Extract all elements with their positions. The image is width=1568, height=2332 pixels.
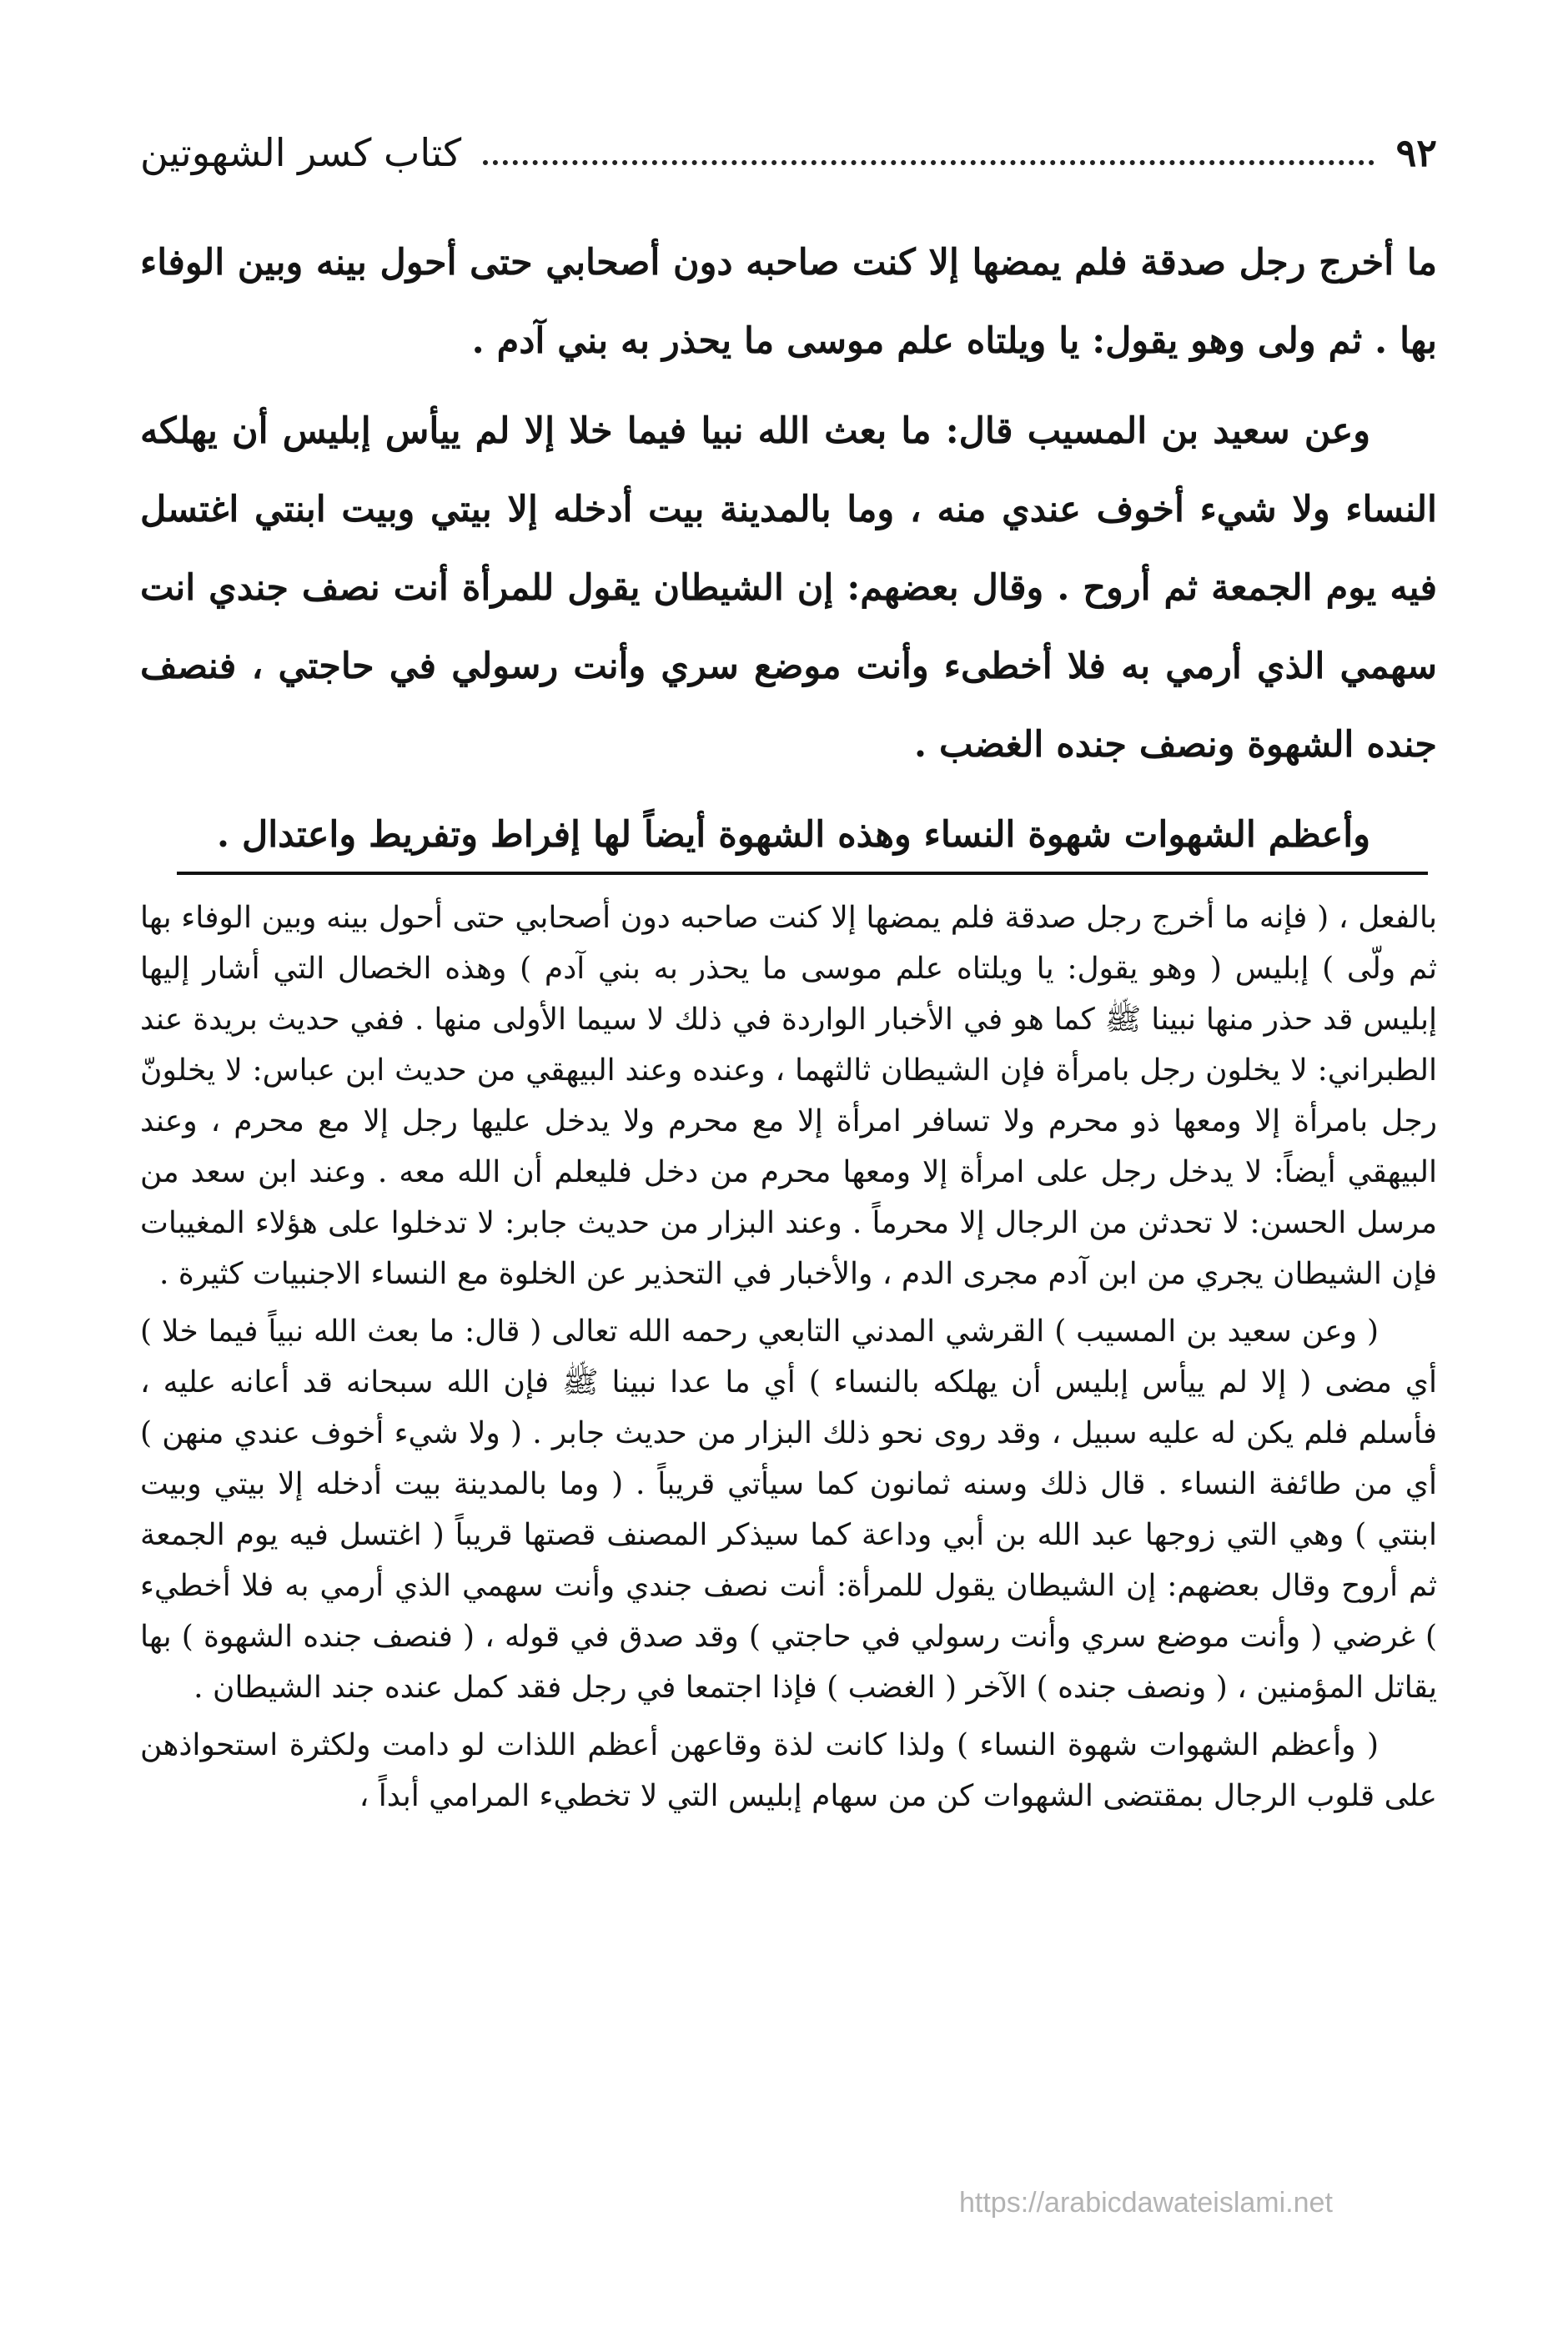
commentary-paragraph: ( وعن سعيد بن المسيب ) القرشي المدني التابعي رحمه الله تعالى ( قال: ما بعث الله نبياً فيما خلا ) أي مضى ( إلا لم ييأس إبليس أن يهلكه بالنساء ) أي ما عدا نبينا ﷺ فإن الله سبحانه قد أعانه عليه ، فأسلم فلم يكن له عليه سبيل ، وقد روى نحو ذلك البزار من حديث جابر . ( ولا شيء أخوف عندي منهن ) أي من طائفة النساء . قال ذلك وسنه ثمانون كما سيأتي قريباً . ( وما بالمدينة بيت أدخله إلا بيتي وبيت ابنتي ) وهي التي زوجها عبد الله بن أبي وداعة كما سيذكر المصنف قصتها قريباً ( اغتسل فيه يوم الجمعة ثم أروح وقال بعضهم: إن الشيطان يقول للمرأة: أنت نصف جندي وأنت سهمي الذي أرمي به فلا أخطيء ) غرضي ( وأنت موضع سري وأنت رسولي في حاجتي ) وقد صدق في قوله ، ( فنصف جنده الشهوة ) بها يقاتل المؤمنين ، ( ونصف جنده ) الآخر ( الغضب ) فإذا اجتمعا في رجل فقد كمل عنده جند الشيطان . — [140, 1314, 1437, 1705]
dotted-leader — [483, 160, 1374, 165]
commentary-text — [140, 892, 1437, 1828]
running-title: كتاب كسر الشهوتين — [140, 130, 462, 175]
main-paragraph: وأعظم الشهوات شهوة النساء وهذه الشهوة أيضاً لها إفراط وتفريط واعتدال . — [217, 814, 1370, 856]
watermark-url: https://arabicdawateislami.net — [959, 2187, 1333, 2219]
separator-line — [177, 872, 1428, 875]
commentary-paragraph: ( وأعظم الشهوات شهوة النساء ) ولذا كانت لذة وقاعهن أعظم اللذات لو دامت ولكثرة استحواذهن على قلوب الرجال بمقتضى الشهوات كن من سهام إبليس التي لا تخطيء المرامي أبداً ، — [140, 1728, 1437, 1813]
main-paragraph: ما أخرج رجل صدقة فلم يمضها إلا كنت صاحبه دون أصحابي حتى أحول بينه وبين الوفاء بها . ثم ولى وهو يقول: يا ويلتاه علم موسى ما يحذر به بني آدم . — [140, 242, 1437, 362]
main-text — [140, 224, 1437, 886]
main-paragraph: وعن سعيد بن المسيب قال: ما بعث الله نبيا فيما خلا إلا لم ييأس إبليس أن يهلكه النساء ولا شيء أخوف عندي منه ، وما بالمدينة بيت أدخله إلا بيتي وبيت ابنتي اغتسل فيه يوم الجمعة ثم أروح . وقال بعضهم: إن الشيطان يقول للمرأة أنت نصف جندي انت سهمي الذي أرمي به فلا أخطىء وأنت موضع سري وأنت رسولي في حاجتي ، فنصف جنده الشهوة ونصف جنده الغضب . — [140, 410, 1437, 766]
page-header — [140, 123, 1437, 182]
commentary-paragraph: بالفعل ، ( فإنه ما أخرج رجل صدقة فلم يمضها إلا كنت صاحبه دون أصحابي حتى أحول بينه وبين الوفاء بها ثم ولّى ) إبليس ( وهو يقول: يا ويلتاه علم موسى ما يحذر به بني آدم ) وهذه الخصال التي أشار إليها إبليس قد حذر منها نبينا ﷺ كما هو في الأخبار الواردة في ذلك لا سيما الأولى منها . ففي حديث بريدة عند الطبراني: لا يخلون رجل بامرأة فإن الشيطان ثالثهما ، وعنده وعند البيهقي من حديث ابن عباس: لا يخلونّ رجل بامرأة إلا ومعها ذو محرم ولا تسافر امرأة إلا مع محرم ولا يدخل عليها رجل إلا مع محرم ، وعند البيهقي أيضاً: لا يدخل رجل على امرأة إلا ومعها محرم من دخل فليعلم أن الله معه . وعند ابن سعد من مرسل الحسن: لا تحدثن من الرجال إلا محرماً . وعند البزار من حديث جابر: لا تدخلوا على هؤلاء المغيبات فإن الشيطان يجري من ابن آدم مجرى الدم ، والأخبار في التحذير عن الخلوة مع النساء الاجنبيات كثيرة . — [140, 901, 1437, 1291]
page-number: ٩٢ — [1395, 130, 1437, 175]
